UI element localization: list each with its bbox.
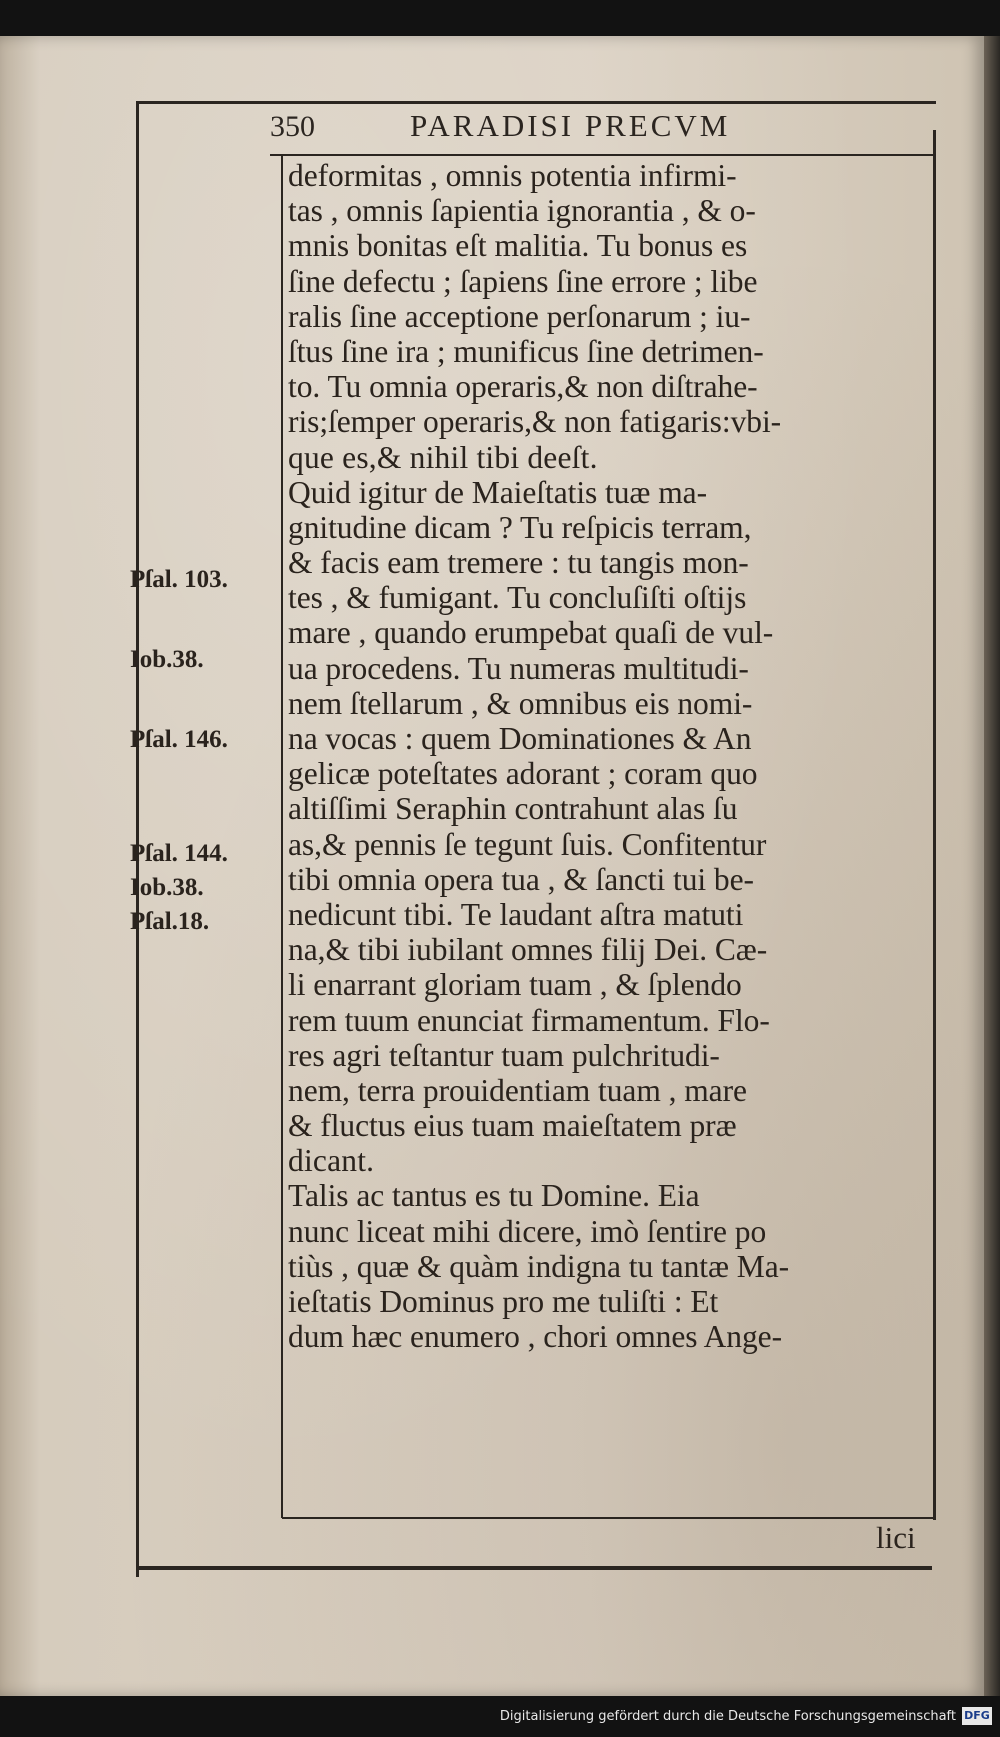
text-line: nedicunt tibi. Te laudant aſtra matuti xyxy=(288,896,744,932)
header-rule xyxy=(270,154,934,156)
book-edge xyxy=(984,36,1000,1696)
body-text xyxy=(288,158,928,1354)
text-line: ris;ſemper operaris,& non fatigaris:vbi- xyxy=(288,404,782,440)
text-line: mare , quando erumpebat quaſi de vul- xyxy=(288,615,774,651)
text-line: gelicæ poteſtates adorant ; coram quo xyxy=(288,756,758,792)
text-line: nunc liceat mihi dicere, imò ſentire po xyxy=(288,1213,767,1249)
text-line: altiſſimi Seraphin contrahunt alas ſu xyxy=(288,791,738,827)
funding-credit: Digitalisierung gefördert durch die Deutsche Forschungsgemeinschaft xyxy=(499,1709,956,1724)
text-line: tes , & fumigant. Tu concluſiſti oſtijs xyxy=(288,580,747,616)
page-number: 350 xyxy=(270,110,315,143)
text-line: dum hæc enumero , chori omnes Ange- xyxy=(288,1319,783,1355)
text-line: dicant. xyxy=(288,1143,375,1179)
text-line: mnis bonitas eſt malitia. Tu bonus es xyxy=(288,228,748,264)
footer-bar xyxy=(0,1697,1000,1737)
text-line: ſtus ſine ira ; munificus ſine detrimen- xyxy=(288,333,764,369)
running-title: PARADISI PRECVM xyxy=(410,108,731,143)
right-rule xyxy=(933,130,936,1520)
margin-note: Iob.38. xyxy=(130,874,204,901)
dfg-logo-icon: DFG xyxy=(962,1707,992,1725)
page-header xyxy=(270,108,930,152)
text-line: gnitudine dicam ? Tu reſpicis terram, xyxy=(288,509,752,545)
text-line: Quid igitur de Maieſtatis tuæ ma- xyxy=(288,474,708,510)
text-line: ralis ſine acceptione perſonarum ; iu- xyxy=(288,298,751,334)
margin-note: Pſal. 103. xyxy=(130,566,228,593)
text-line: & fluctus eius tuam maieſtatem præ xyxy=(288,1108,737,1144)
text-line: to. Tu omnia operaris,& non diſtrahe- xyxy=(288,369,758,405)
left-outer-rule xyxy=(136,101,139,1577)
text-line: deformitas , omnis potentia infirmi- xyxy=(288,158,737,193)
text-line: li enarrant gloriam tuam , & ſplendo xyxy=(288,967,742,1003)
text-line: Talis ac tantus es tu Domine. Eia xyxy=(288,1178,700,1214)
text-bottom-rule xyxy=(282,1517,934,1519)
margin-note: Pſal. 144. xyxy=(130,840,228,867)
margin-note: Iob.38. xyxy=(130,646,204,673)
text-line: nem ſtellarum , & omnibus eis nomi- xyxy=(288,685,753,721)
text-line: res agri teſtantur tuam pulchritudi- xyxy=(288,1037,720,1073)
text-left-rule xyxy=(281,154,283,1518)
text-line: ſine defectu ; ſapiens ſine errore ; libe xyxy=(288,263,758,299)
text-line: & facis eam tremere : tu tangis mon- xyxy=(288,545,749,581)
text-line: que es,& nihil tibi deeſt. xyxy=(288,439,598,475)
margin-note: Pſal.18. xyxy=(130,908,210,935)
text-line: tas , omnis ſapientia ignorantia , & o- xyxy=(288,193,756,229)
text-line: as,& pennis ſe tegunt ſuis. Confitentur xyxy=(288,826,767,862)
text-line: na vocas : quem Dominationes & An xyxy=(288,721,752,756)
top-rule xyxy=(136,101,936,104)
margin-note: Pſal. 146. xyxy=(130,726,228,753)
text-line: tibi omnia opera tua , & ſancti tui be- xyxy=(288,861,754,897)
text-line: nem, terra prouidentiam tuam , mare xyxy=(288,1072,747,1108)
text-line: ua procedens. Tu numeras multitudi- xyxy=(288,650,749,686)
text-line: ieſtatis Dominus pro me tuliſti : Et xyxy=(288,1284,719,1319)
text-line: rem tuum enunciat firmamentum. Flo- xyxy=(288,1002,770,1038)
text-line: tiùs , quæ & quàm indigna tu tantæ Ma- xyxy=(288,1248,790,1284)
catchword: lici xyxy=(876,1520,916,1555)
bottom-rule xyxy=(136,1566,932,1570)
text-line: na,& tibi iubilant omnes filij Dei. Cæ- xyxy=(288,932,768,968)
